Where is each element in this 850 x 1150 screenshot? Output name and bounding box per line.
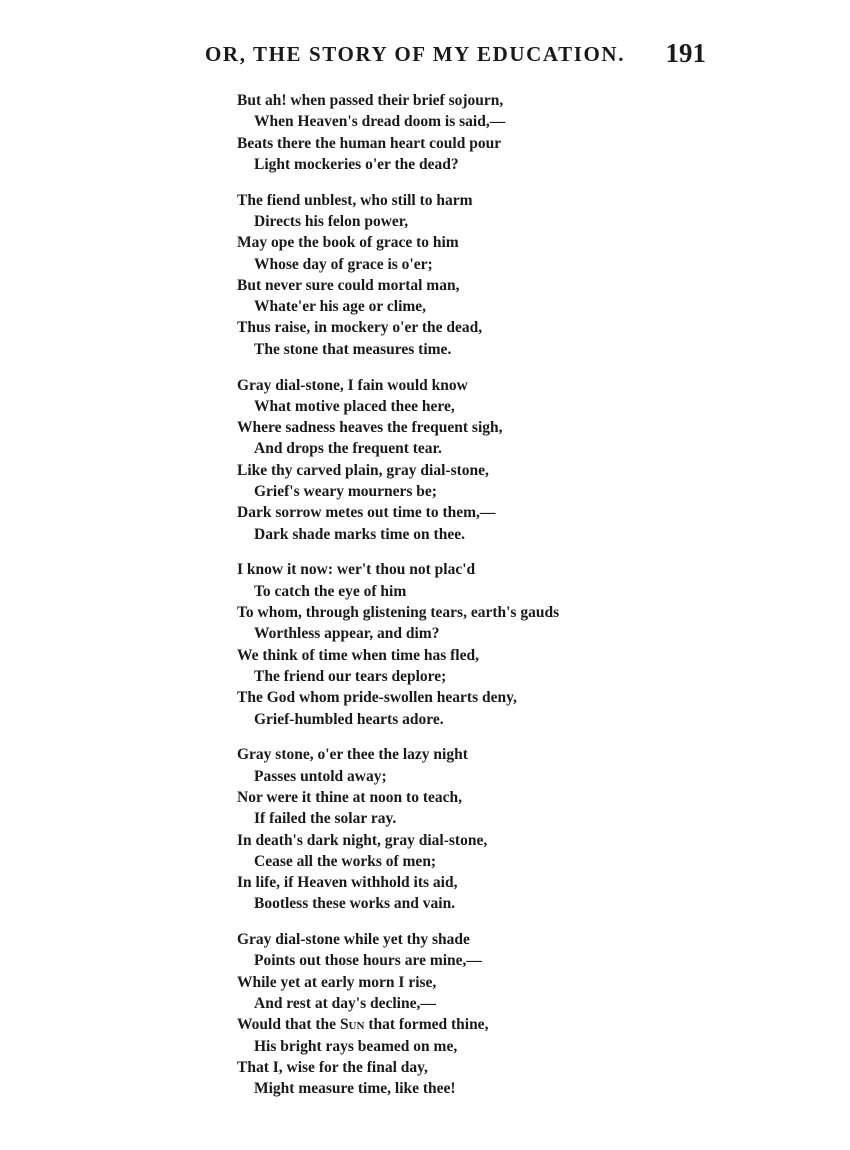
poem-line: Grief's weary mourners be; bbox=[254, 483, 437, 501]
poem-line: To catch the eye of him bbox=[254, 582, 407, 600]
page-header bbox=[205, 38, 710, 72]
poem-line: Gray stone, o'er thee the lazy night bbox=[237, 746, 468, 764]
stanza bbox=[237, 190, 697, 360]
poem-line: Nor were it thine at noon to teach, bbox=[237, 788, 463, 806]
poem-line: The friend our tears deplore; bbox=[254, 667, 447, 685]
poem-line: Grief-humbled hearts adore. bbox=[254, 710, 444, 728]
poem-line: Directs his felon power, bbox=[254, 212, 409, 230]
poem-line: Gray dial-stone while yet thy shade bbox=[237, 931, 470, 949]
poem-line: What motive placed thee here, bbox=[254, 397, 455, 415]
poem-line: We think of time when time has fled, bbox=[237, 646, 479, 664]
poem-line: To whom, through glistening tears, earth's gauds bbox=[237, 604, 560, 622]
poem-line: But never sure could mortal man, bbox=[237, 276, 460, 294]
poem-line: When Heaven's dread doom is said,— bbox=[254, 113, 506, 131]
stanza bbox=[237, 375, 697, 545]
poem-line: Whose day of grace is o'er; bbox=[254, 255, 433, 273]
poem-line: Light mockeries o'er the dead? bbox=[254, 155, 459, 173]
poem-line: Where sadness heaves the frequent sigh, bbox=[237, 419, 503, 437]
poem-line: In death's dark night, gray dial-stone, bbox=[237, 831, 488, 849]
poem-line: Like thy carved plain, gray dial-stone, bbox=[237, 461, 489, 479]
poem-line: Might measure time, like thee! bbox=[254, 1080, 456, 1098]
poem-line: The God whom pride-swollen hearts deny, bbox=[237, 689, 517, 707]
poem-line: His bright rays beamed on me, bbox=[254, 1037, 458, 1055]
poem-line: If failed the solar ray. bbox=[254, 810, 397, 828]
poem-line: Bootless these works and vain. bbox=[254, 895, 456, 913]
small-caps-word: Sun bbox=[339, 1016, 365, 1034]
poem-line: Beats there the human heart could pour bbox=[237, 134, 502, 152]
poem-line: Gray dial-stone, I fain would know bbox=[237, 376, 468, 394]
poem-line: Whate'er his age or clime, bbox=[254, 298, 427, 316]
poem-line: The fiend unblest, who still to harm bbox=[237, 191, 473, 209]
poem-line: Points out those hours are mine,— bbox=[254, 952, 482, 970]
poem-line: Dark sorrow metes out time to them,— bbox=[237, 504, 496, 522]
poem-line: I know it now: wer't thou not plac'd bbox=[237, 561, 476, 579]
poem-line: Dark shade marks time on thee. bbox=[254, 525, 465, 543]
poem-line: While yet at early morn I rise, bbox=[237, 973, 437, 991]
stanza bbox=[237, 744, 697, 914]
stanza bbox=[237, 559, 697, 729]
poem-line: That I, wise for the final day, bbox=[237, 1058, 428, 1076]
stanza bbox=[237, 929, 697, 1099]
poem-line: Worthless appear, and dim? bbox=[254, 625, 440, 643]
page-number: 191 bbox=[665, 38, 706, 68]
poem-line: But ah! when passed their brief sojourn, bbox=[237, 92, 504, 109]
poem-line: Cease all the works of men; bbox=[254, 852, 437, 870]
poem-line: Thus raise, in mockery o'er the dead, bbox=[237, 319, 483, 337]
poem-line: Would that the Sun that formed thine, bbox=[237, 1016, 489, 1034]
poem bbox=[237, 90, 697, 1114]
poem-line: The stone that measures time. bbox=[254, 340, 452, 358]
poem-line: And rest at day's decline,— bbox=[254, 995, 436, 1013]
stanza bbox=[237, 90, 697, 175]
poem-line: Passes untold away; bbox=[254, 767, 387, 785]
running-title: OR, THE STORY OF MY EDUCATION. bbox=[205, 42, 626, 66]
poem-line: May ope the book of grace to him bbox=[237, 234, 459, 252]
poem-line: And drops the frequent tear. bbox=[254, 440, 442, 458]
poem-line: In life, if Heaven withhold its aid, bbox=[237, 874, 458, 892]
